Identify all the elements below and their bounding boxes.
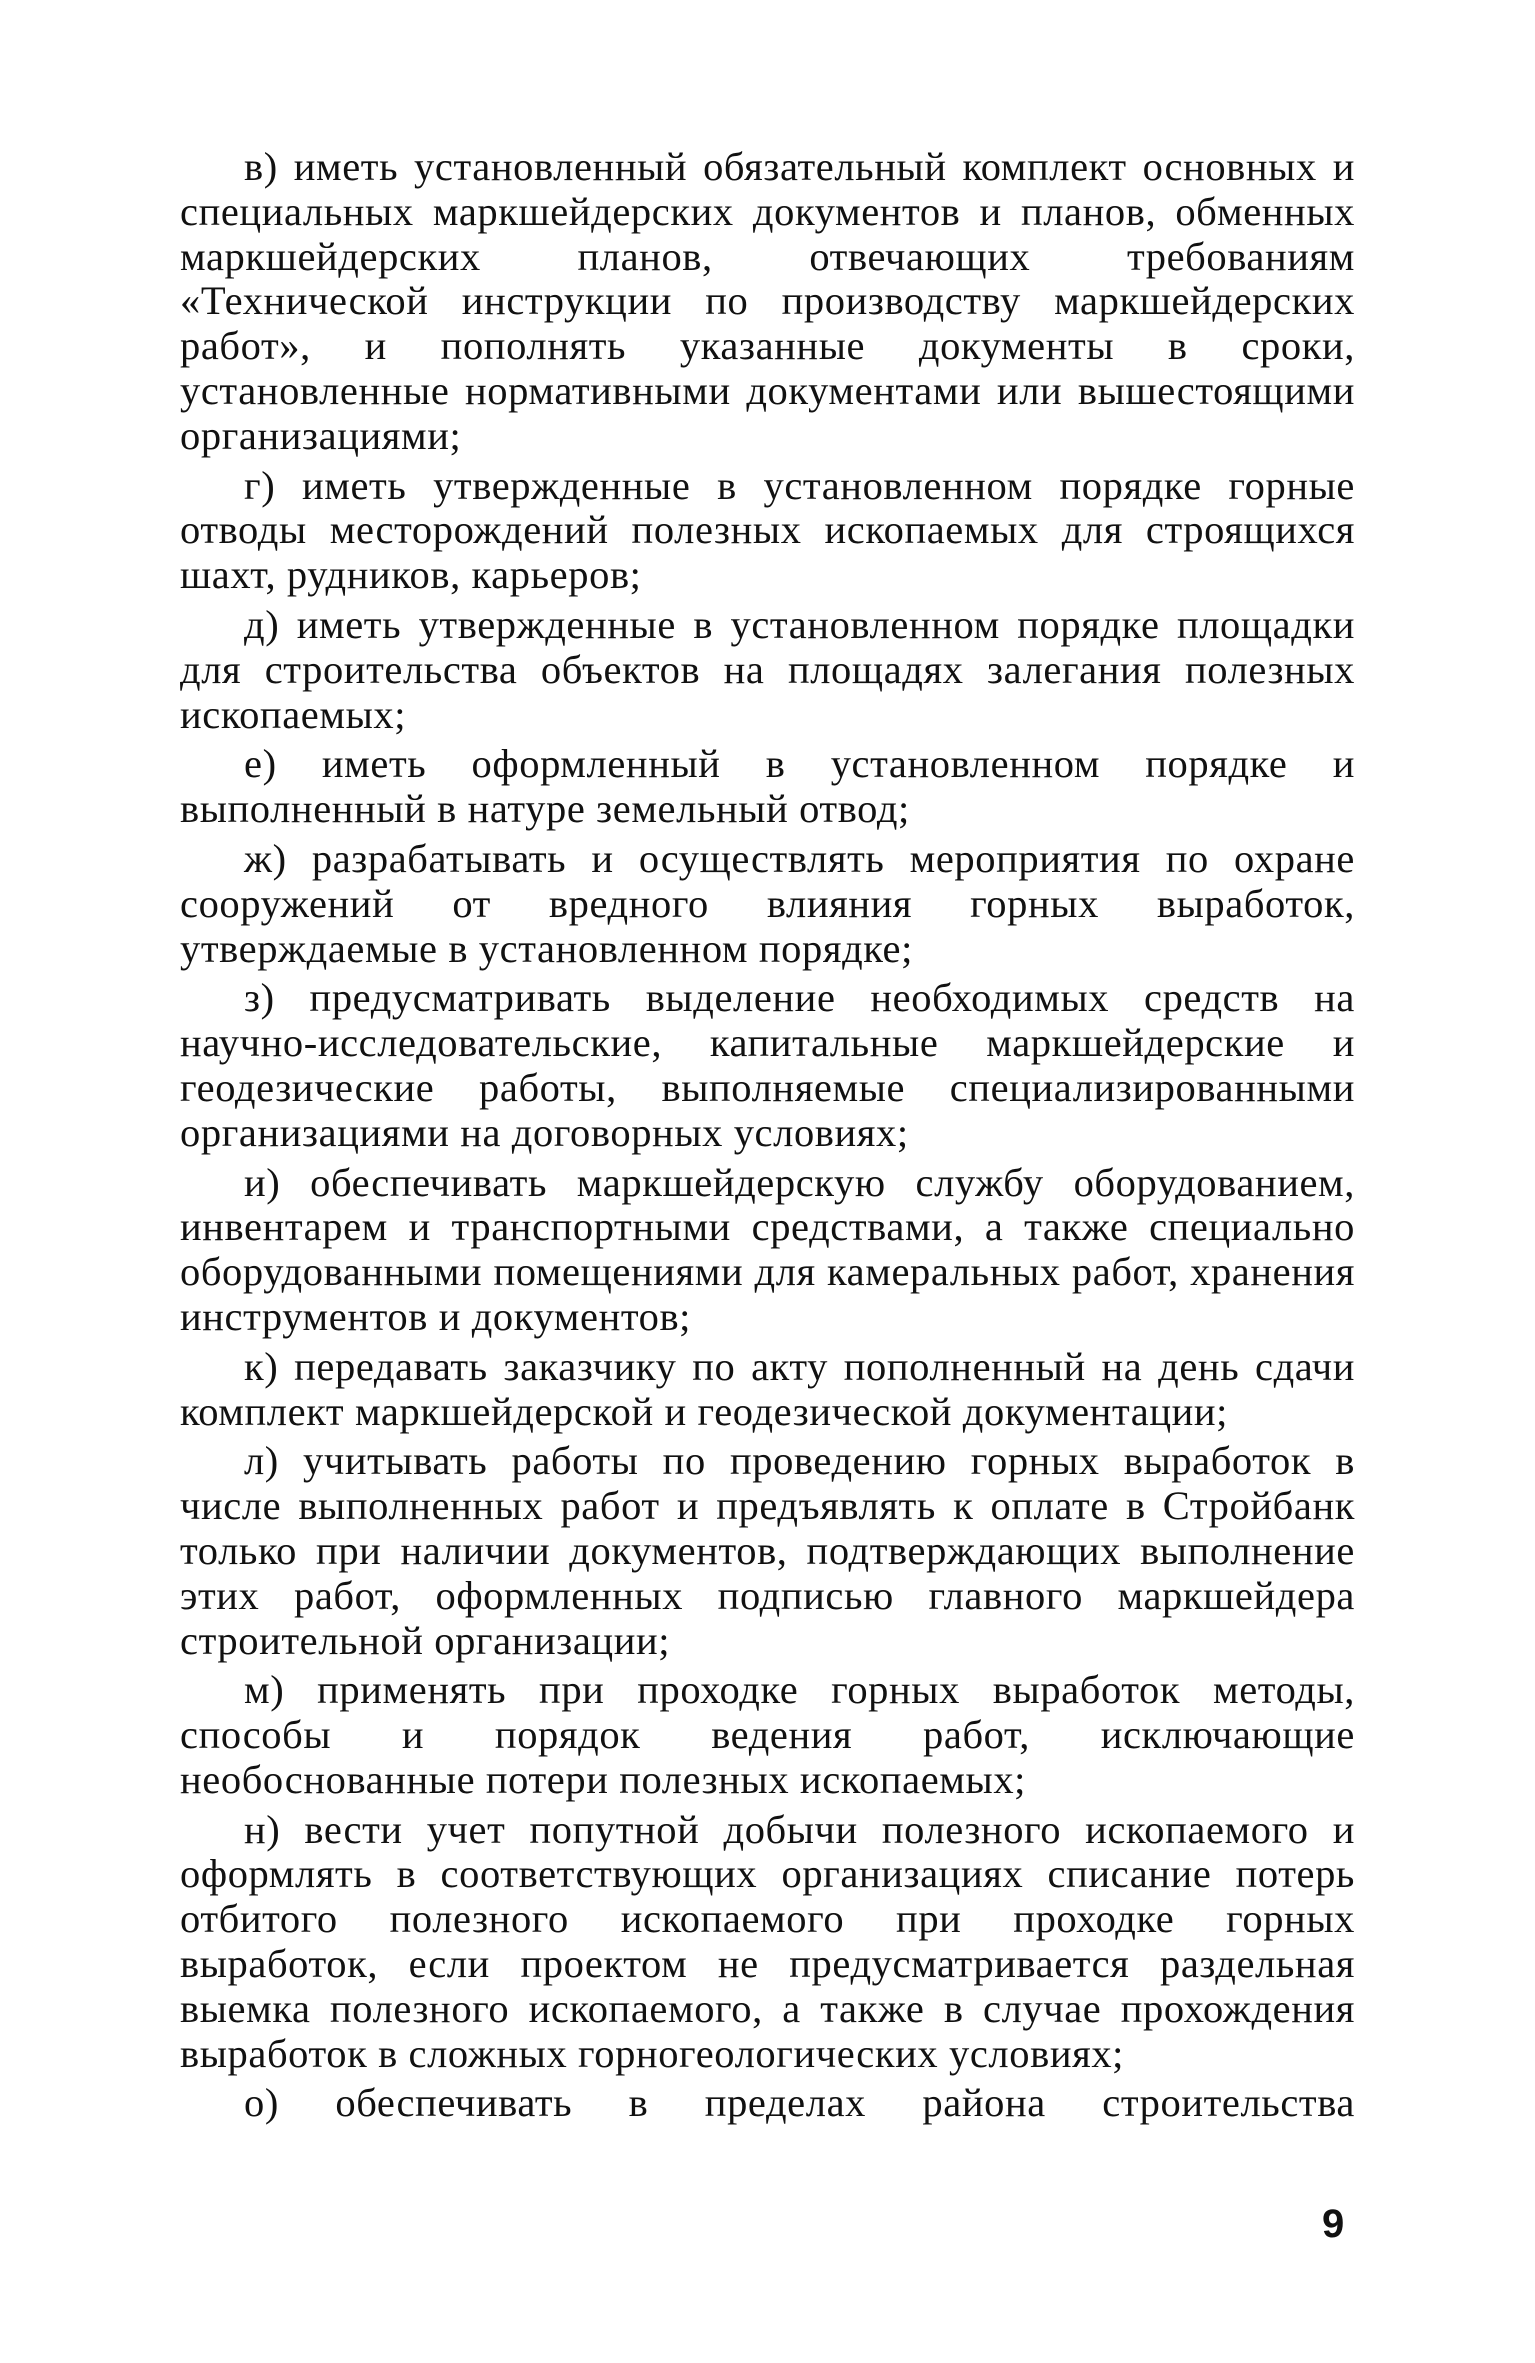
paragraph-d: д) иметь утвержденные в установленном порядке площадки для строительства объектов на площадях залегания полезных ископаемых; — [180, 601, 1355, 737]
paragraph-o: о) обеспечивать в пределах района строительства — [244, 2080, 1355, 2126]
paragraph-n: н) вести учет попутной добычи полезного ископаемого и оформлять в соответствующих организациях списание потерь отбитого полезного ископаемого при проходке горных выработок, если проектом не предусматривается раздельная выемка полезного ископаемого, а также в случае прохождения выработок в сложных горногеологических условиях; — [180, 1806, 1355, 2076]
page-number: 9 — [1322, 2202, 1345, 2246]
paragraph-m: м) применять при проходке горных выработок методы, способы и порядок ведения работ, исключающие необоснованные потери полезных ископаемых; — [180, 1667, 1355, 1802]
paragraph-l: л) учитывать работы по проведению горных выработок в числе выполненных работ и предъявлять к оплате в Стройбанк только при наличии документов, подтверждающих выполнение этих работ, оформленных подписью главного маркшейдера строительной организации; — [180, 1438, 1355, 1663]
paragraph-v: в) иметь установленный обязательный комплект основных и специальных маркшейдерских документов и планов, обменных маркшейдерских планов, отвечающих требованиям «Технической инструкции по производству маркшейдерских работ», и пополнять указанные документы в сроки, установленные нормативными документами или вышестоящими организациями; — [180, 144, 1355, 458]
paragraph-zh: ж) разрабатывать и осуществлять мероприятия по охране сооружений от вредного влияния горных выработок, утверждаемые в установленном порядке; — [180, 835, 1355, 971]
paragraph-g: г) иметь утвержденные в установленном порядке горные отводы месторождений полезных ископаемых для строящихся шахт, рудников, карьеров; — [180, 462, 1355, 598]
document-body — [180, 145, 1355, 2126]
paragraph-k: к) передавать заказчику по акту пополненный на день сдачи комплект маркшейдерской и геодезической документации; — [180, 1343, 1355, 1434]
paragraph-z: з) предусматривать выделение необходимых средств на научно-исследовательские, капитальные маркшейдерские и геодезические работы, выполняемые специализированными организациями на договорных условиях; — [180, 975, 1355, 1155]
paragraph-e: е) иметь оформленный в установленном порядке и выполненный в натуре земельный отвод; — [180, 741, 1355, 832]
paragraph-i: и) обеспечивать маркшейдерскую службу оборудованием, инвентарем и транспортными средствами, а также специально оборудованными помещениями для камеральных работ, хранения инструментов и документов; — [180, 1159, 1355, 1339]
